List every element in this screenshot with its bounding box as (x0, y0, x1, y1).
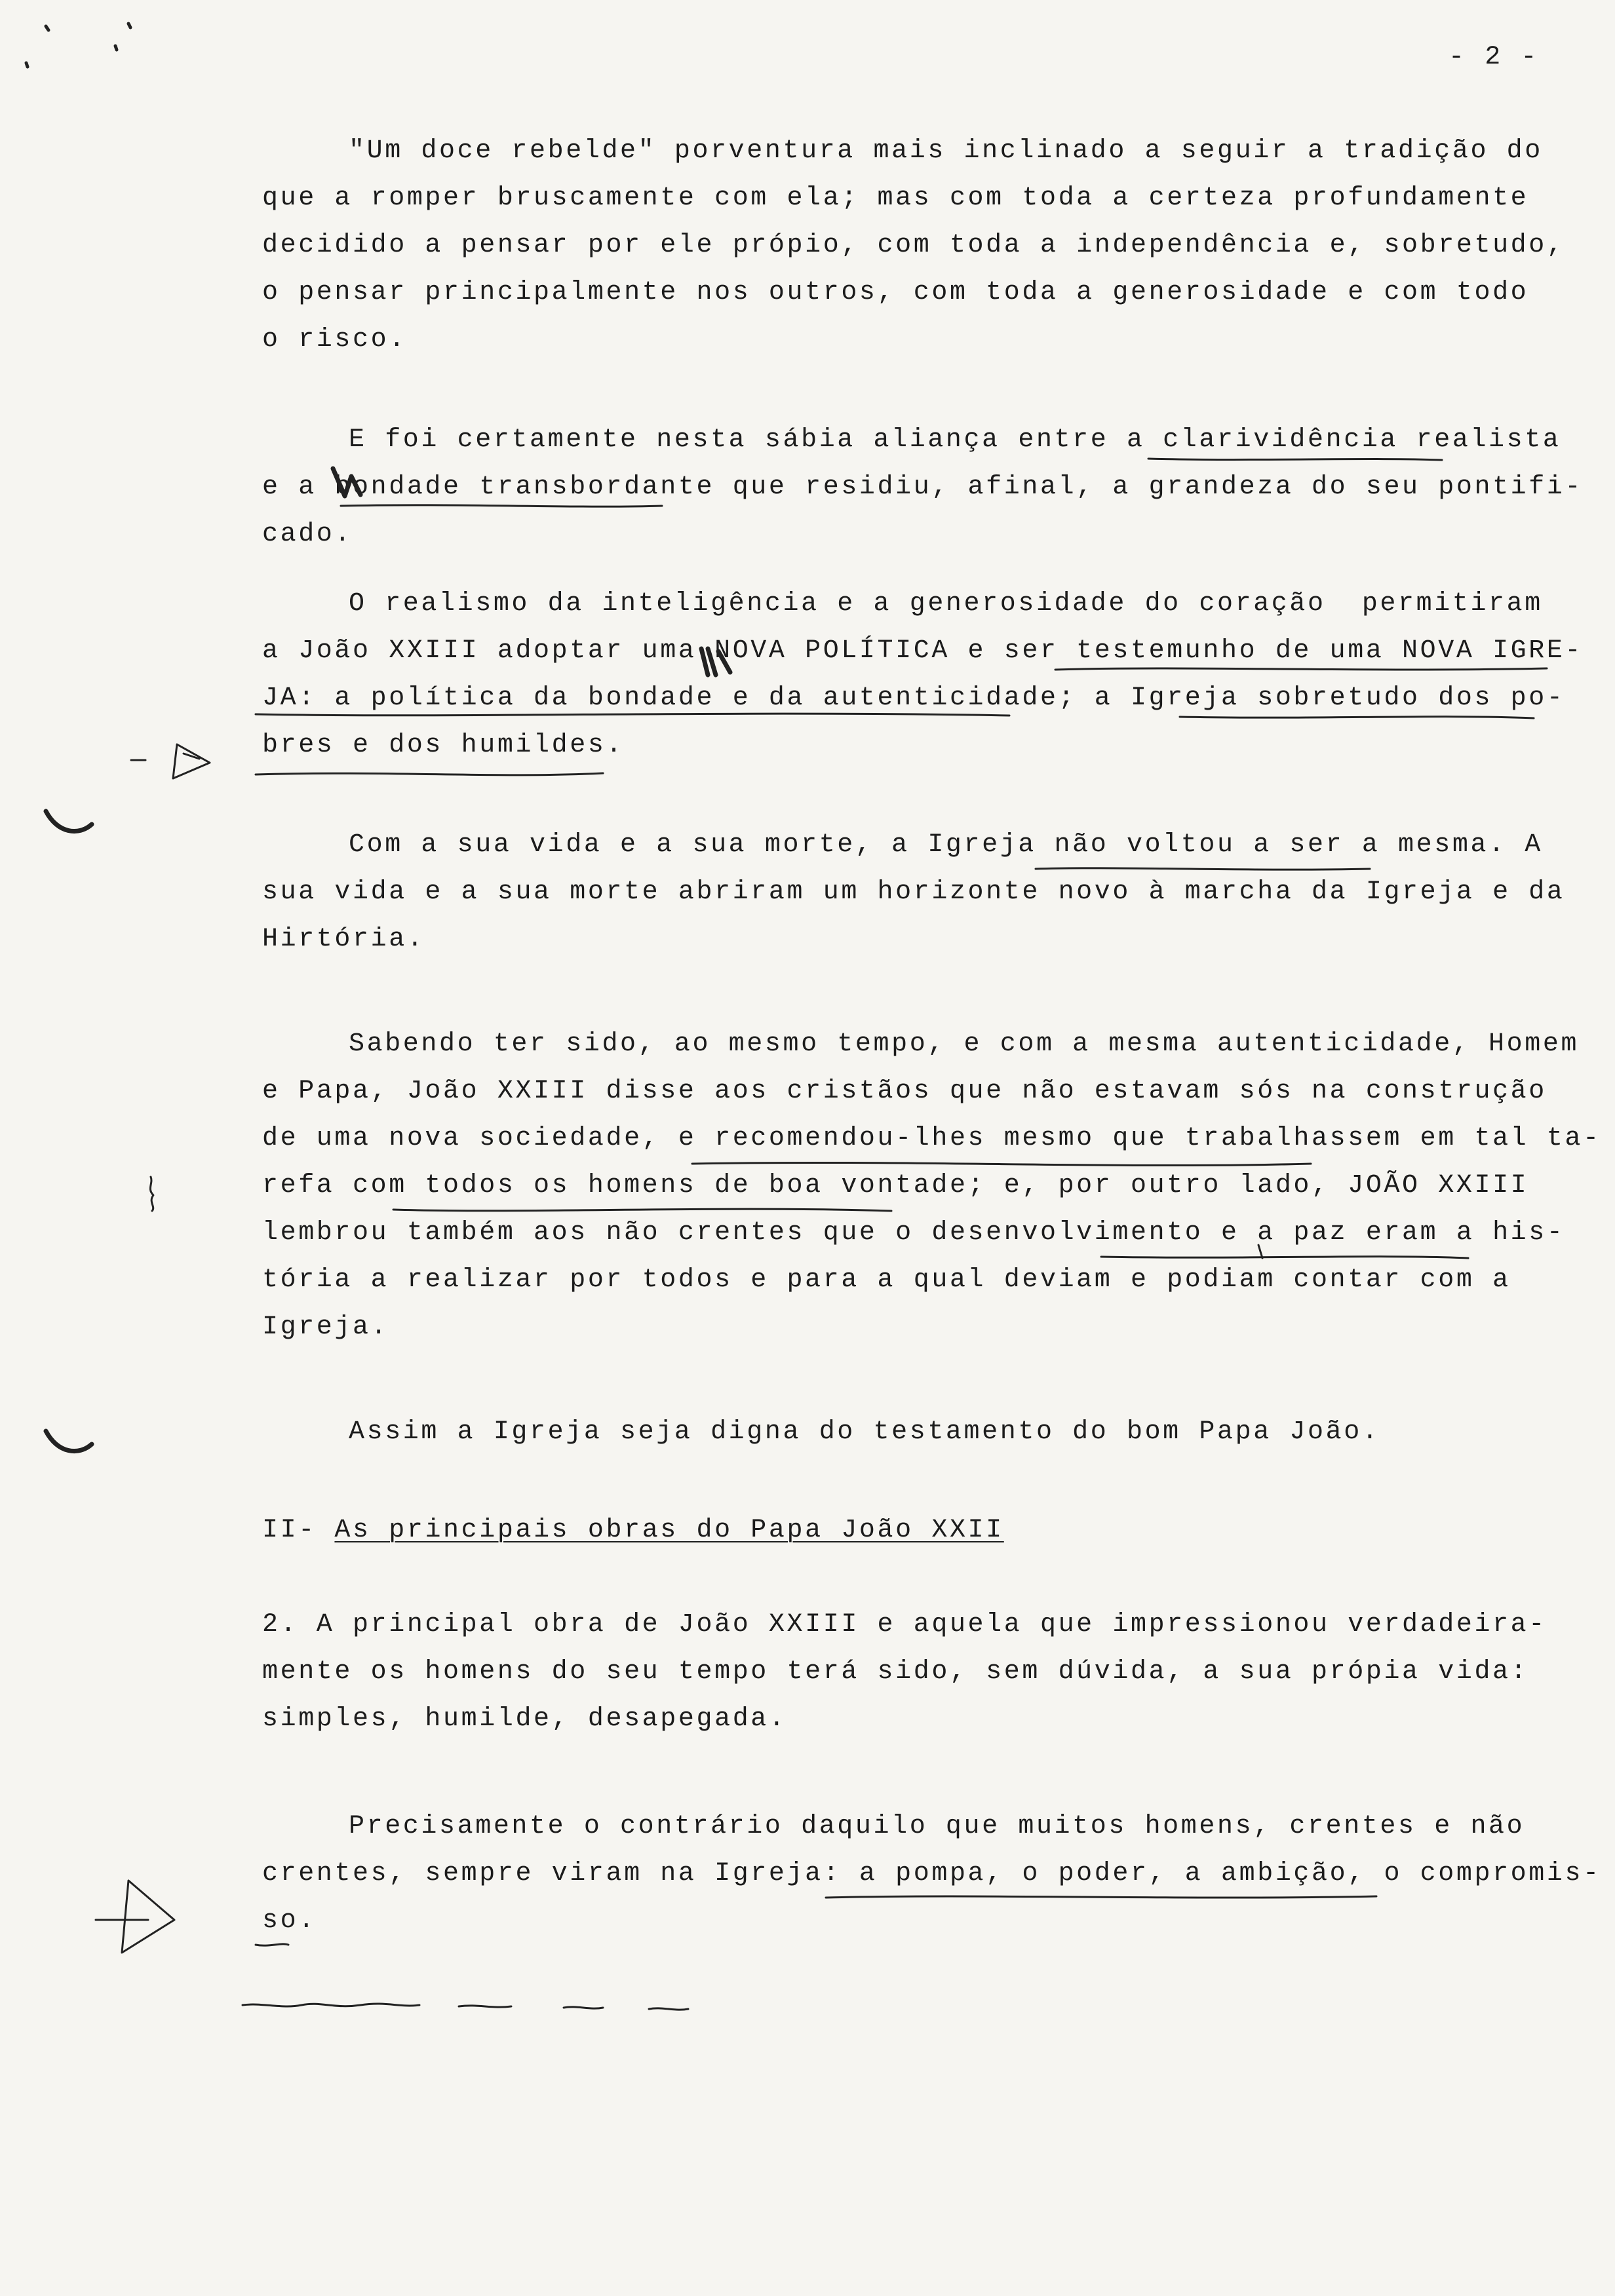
paragraph-1-line-5: o risco. (262, 325, 407, 354)
margin-speck (128, 24, 130, 28)
paragraph-1-line-2: que a romper bruscamente com ela; mas com toda a certeza profundamente (262, 183, 1529, 213)
paragraph-7-line-1: 2. A principal obra de João XXIII e aquela que impressionou verdadeira- (262, 1610, 1547, 1639)
paragraph-4-line-3: Hirtória. (262, 925, 425, 954)
paragraph-3-line-1: O realismo da inteligência e a generosidade do coração permitiram (349, 589, 1543, 619)
paragraph-3-line-4: bres e dos humildes. (262, 731, 625, 760)
pencil-underline (1180, 717, 1534, 718)
ink-correction-mark (333, 469, 360, 496)
paragraph-4-line-2: sua vida e a sua morte abriram um horizonte novo à marcha da Igreja e da (262, 877, 1565, 907)
paragraph-1-line-3: decidido a pensar por ele própio, com toda a independência e, sobretudo, (262, 231, 1565, 260)
paragraph-2-line-3: cado. (262, 520, 353, 549)
pencil-underline (1055, 668, 1547, 670)
pencil-underline (393, 1209, 891, 1211)
paragraph-5-line-6: tória a realizar por todos e para a qual deviam e podiam contar com a (262, 1265, 1511, 1295)
margin-arrow-icon (131, 744, 210, 778)
paragraph-1-line-4: o pensar principalmente nos outros, com toda a generosidade e com todo (262, 278, 1529, 307)
paragraph-8-line-2: crentes, sempre viram na Igreja: a pompa, o poder, a ambição, o compromis- (262, 1859, 1601, 1888)
ink-correction-mark (701, 649, 730, 675)
margin-speck (26, 63, 28, 67)
paragraph-2-line-2: e a bondade transbordante que residiu, afinal, a grandeza do seu pontifi- (262, 472, 1584, 502)
paragraph-7-line-3: simples, humilde, desapegada. (262, 1704, 787, 1734)
paragraph-4-line-1: Com a sua vida e a sua morte, a Igreja não voltou a ser a mesma. A (349, 830, 1543, 860)
paragraph-1-line-1: "Um doce rebelde" porventura mais inclinado a seguir a tradição do (349, 136, 1543, 166)
section-heading-title: As principais obras do Papa João XXII (334, 1516, 1004, 1545)
pencil-underline (256, 773, 603, 775)
pencil-underline (692, 1162, 1311, 1165)
paragraph-3-line-3: JA: a política da bondade e da autenticidade; a Igreja sobretudo dos po- (262, 683, 1565, 713)
paragraph-5-line-7: Igreja. (262, 1312, 389, 1342)
paragraph-6: Assim a Igreja seja digna do testamento do bom Papa João. (349, 1417, 1380, 1447)
margin-speck (115, 46, 117, 50)
margin-speck (46, 26, 49, 30)
paragraph-3-line-2: a João XXIII adoptar uma NOVA POLÍTICA e ser testemunho de uma NOVA IGRE- (262, 636, 1584, 666)
paragraph-2-line-1: E foi certamente nesta sábia aliança entre a clarividência realista (349, 425, 1561, 455)
faint-illegible-text (243, 2004, 688, 2010)
pencil-underline (256, 1944, 288, 1945)
paragraph-5-line-3: de uma nova sociedade, e recomendou-lhes mesmo que trabalhassem em tal ta- (262, 1124, 1601, 1153)
paragraph-5-line-1: Sabendo ter sido, ao mesmo tempo, e com a mesma autenticidade, Homem (349, 1029, 1580, 1059)
section-heading-number: II- (262, 1516, 317, 1545)
page-number: - 2 - (1449, 43, 1540, 72)
pencil-tick (1258, 1245, 1262, 1258)
pencil-underline (826, 1896, 1376, 1898)
margin-arrow-icon (96, 1881, 174, 1953)
pencil-underline (1036, 868, 1370, 870)
pencil-underline (1148, 459, 1442, 460)
paragraph-5-line-5: lembrou também aos não crentes que o desenvolvimento e a paz eram a his- (262, 1218, 1565, 1248)
paragraph-5-line-2: e Papa, João XXIII disse aos cristãos que não estavam sós na construção (262, 1077, 1547, 1106)
pencil-underline (341, 505, 662, 507)
pencil-underline (256, 714, 1009, 716)
paragraph-8-line-3: so. (262, 1906, 317, 1936)
pencil-underline (1101, 1257, 1468, 1258)
margin-bracket-mark (150, 1177, 153, 1211)
paragraph-8-line-1: Precisamente o contrário daquilo que muitos homens, crentes e não (349, 1812, 1525, 1841)
paragraph-5-line-4: refa com todos os homens de boa vontade; e, por outro lado, JOÃO XXIII (262, 1171, 1529, 1200)
paragraph-7-line-2: mente os homens do seu tempo terá sido, sem dúvida, a sua própia vida: (262, 1657, 1529, 1687)
margin-curve-mark (46, 811, 92, 832)
margin-curve-mark (46, 1431, 92, 1451)
